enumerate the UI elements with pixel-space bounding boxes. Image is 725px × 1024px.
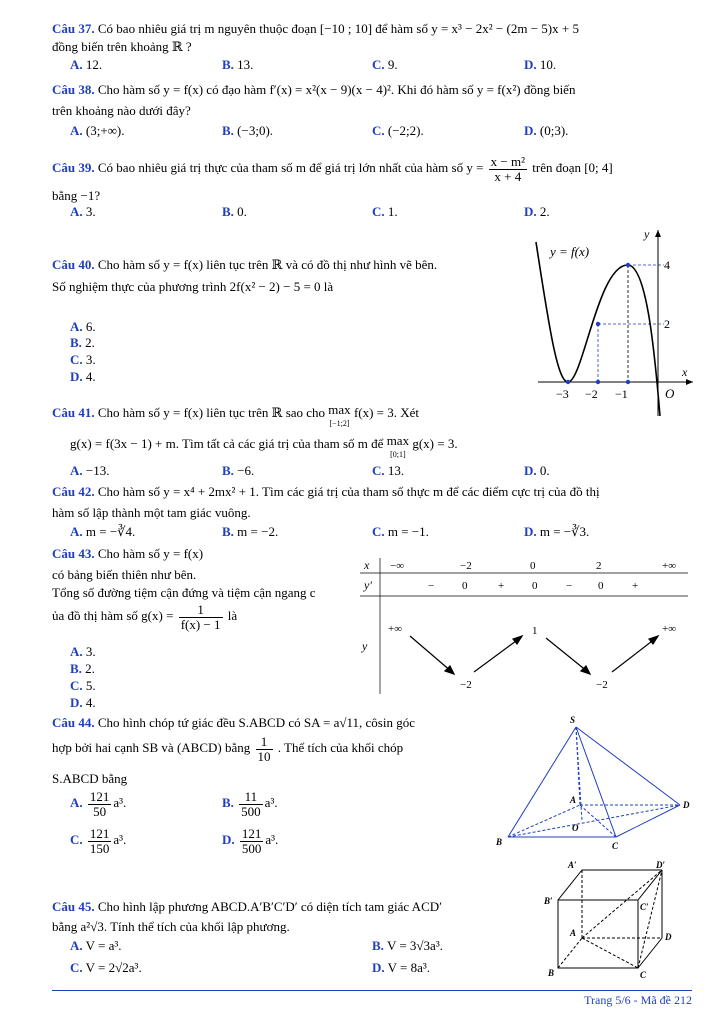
point-x-neg2 — [596, 380, 600, 384]
arrow-up — [612, 638, 656, 672]
sign: − — [428, 580, 435, 592]
option-b: B. 2. — [70, 661, 95, 676]
option-b: B. 13. — [222, 57, 254, 72]
pyramid-figure — [494, 713, 694, 853]
y-value: −2 — [460, 679, 472, 691]
option-c: C. 5. — [70, 678, 96, 693]
y-axis-arrow — [655, 230, 661, 237]
option-a: A. $\frac{121}{50}$ a³. — [70, 788, 127, 819]
option-d: D. V = 8a³. — [372, 960, 431, 975]
question-number: Câu 44. — [52, 715, 95, 730]
edge-SC — [576, 727, 616, 837]
question-number: Câu 45. — [52, 899, 95, 914]
x-value: 2 — [596, 560, 602, 572]
options-37 — [70, 57, 690, 73]
option-c: C. $\frac{121}{150}$ a³. — [70, 825, 127, 856]
option-d: D. 2. — [524, 204, 550, 219]
options-45-row2 — [70, 960, 490, 976]
arrow-down — [546, 638, 588, 672]
question-39 — [52, 152, 613, 184]
y-tick: 4 — [664, 258, 670, 272]
option-d: D. 4. — [70, 369, 96, 384]
option-c: C. (−2;2). — [372, 123, 424, 138]
svg-text:S: S — [570, 715, 576, 725]
sign: 0 — [462, 580, 468, 592]
question-37 — [52, 20, 579, 37]
sign: + — [632, 580, 639, 592]
option-a: A. −13. — [70, 463, 110, 478]
edge-CD — [616, 805, 680, 837]
svg-text:O: O — [572, 823, 579, 833]
point-max — [626, 263, 630, 267]
edge-SD — [576, 727, 680, 805]
diag-AC — [582, 938, 638, 968]
y-value: +∞ — [662, 623, 677, 635]
cube-figure — [542, 856, 682, 980]
question-41: Câu 41. Cho hàm số y = f(x) liên tục trên ℝ sao cho max [−1;2] f(x) = 3. Xét — [52, 402, 420, 428]
page-number: Trang 5/6 - Mã đề 212 — [584, 993, 692, 1007]
question-number: Câu 37. — [52, 21, 95, 36]
x-row-label: x — [364, 558, 370, 572]
options-45-row1 — [70, 938, 490, 954]
question-44: Câu 44. Cho hình chóp tứ giác đều S.ABCD có SA = a√11, côsin góc — [52, 715, 415, 730]
question-45-line2: bằng a²√3. Tính thể tích của khối lập phương. — [52, 919, 290, 934]
x-tick: −1 — [615, 387, 628, 401]
option-d: D. (0;3). — [524, 123, 569, 138]
svg-text:C: C — [612, 841, 619, 851]
page-footer — [52, 990, 692, 1007]
question-41-line2: g(x) = f(3x − 1) + m. Tìm tất cả các giá trị của tham số m để max [0;1] g(x) = 3. — [70, 433, 458, 459]
diag-ADp — [582, 870, 662, 938]
func-label: y = f(x) — [550, 244, 590, 259]
option-d: D. 4. — [70, 695, 96, 710]
question-37-line2: đồng biến trên khoảng ℝ ? — [52, 39, 192, 54]
question-40 — [52, 256, 437, 273]
y-tick: 2 — [664, 317, 670, 331]
option-b: B. 2. — [70, 335, 95, 350]
sign: − — [566, 580, 573, 592]
option-d: D. $\frac{121}{500}$ a³. — [222, 825, 279, 856]
question-38 — [52, 81, 575, 98]
edge-B-A — [558, 938, 582, 968]
svg-text:B: B — [496, 837, 503, 847]
question-44-line2: hợp bởi hai cạnh SB và (ABCD) bằng $\frac{1}{10}$ . Thể tích của khối chóp — [52, 733, 404, 764]
svg-text:D′: D′ — [656, 860, 666, 870]
sign: 0 — [598, 580, 604, 592]
svg-text:D: D — [683, 800, 690, 810]
svg-text:C′: C′ — [640, 902, 649, 912]
svg-text:B′: B′ — [544, 896, 553, 906]
options-42 — [70, 524, 690, 540]
question-38-line2: trên khoảng nào dưới đây? — [52, 103, 191, 118]
option-a: A. (3;+∞). — [70, 123, 125, 138]
x-axis-arrow — [686, 379, 693, 385]
fraction: $\frac{1}{10}$ — [257, 733, 271, 764]
function-graph — [528, 224, 696, 420]
question-text: Có bao nhiêu giá trị m nguyên thuộc đoạn [−10 ; 10] để hàm số y = x³ − 2x² − (2m − 5)x + 5 — [97, 21, 579, 36]
point-x-neg1 — [626, 380, 630, 384]
x-value: +∞ — [662, 560, 677, 572]
option-b: B. V = 3√3a³. — [372, 938, 443, 953]
option-c: C. 9. — [372, 57, 398, 72]
max-operator: max [0;1] — [386, 433, 410, 459]
option-a: A. m = −∛4. — [70, 524, 136, 539]
y-value: −2 — [596, 679, 608, 691]
point-min — [566, 380, 570, 384]
option-b: B. −6. — [222, 463, 255, 478]
question-text: Có bao nhiêu giá trị thực của tham số m để giá trị lớn nhất của hàm số y = — [97, 160, 484, 175]
question-43: Câu 43. Cho hàm số y = f(x) — [52, 546, 204, 561]
option-d: D. 10. — [524, 57, 557, 72]
options-39 — [70, 204, 690, 220]
question-number: Câu 41. — [52, 405, 95, 420]
question-number: Câu 39. — [52, 160, 95, 175]
question-39-line2: bằng −1? — [52, 188, 101, 203]
x-value: −∞ — [390, 560, 405, 572]
edge-BA — [508, 805, 580, 837]
svg-text:C: C — [640, 970, 647, 980]
sign: 0 — [532, 580, 538, 592]
question-42-line2: hàm số lập thành một tam giác vuông. — [52, 505, 251, 520]
option-c: C. V = 2√2a³. — [70, 960, 142, 975]
option-a: A. V = a³. — [70, 938, 122, 953]
option-b: B. (−3;0). — [222, 123, 274, 138]
x-axis-label: x — [682, 365, 688, 379]
question-text: Cho hàm số y = f(x) liên tục trên ℝ và có đồ thị như hình vẽ bên. — [97, 257, 438, 272]
question-43-line4: ủa đồ thị hàm số g(x) = $\frac{1}{f(x) - 1}$ là — [52, 601, 238, 632]
options-41 — [70, 463, 690, 479]
option-d: D. m = −∛3. — [524, 524, 590, 539]
options-38 — [70, 123, 690, 139]
x-tick: −3 — [556, 387, 569, 401]
option-c: C. 13. — [372, 463, 405, 478]
fraction: $\frac{1}{f(x) - 1}$ — [180, 601, 221, 632]
sign: + — [498, 580, 505, 592]
svg-text:A: A — [570, 928, 577, 938]
question-number: Câu 42. — [52, 484, 95, 499]
option-a: A. 12. — [70, 57, 103, 72]
option-a: A. 3. — [70, 204, 96, 219]
variation-table — [356, 554, 692, 696]
fraction: $\frac{\text{x − m²}}{x + 4}$ — [490, 153, 525, 184]
edge-Bp-Ap — [558, 870, 582, 900]
x-value: 0 — [530, 560, 536, 572]
option-c: C. 3. — [70, 352, 96, 367]
question-42 — [52, 483, 600, 500]
question-45: Câu 45. Cho hình lập phương ABCD.A′B′C′D′ có diện tích tam giác ACD′ — [52, 899, 442, 914]
y-axis-label: y — [644, 227, 650, 241]
arrow-down — [410, 636, 452, 672]
svg-text:A′: A′ — [568, 860, 577, 870]
option-b: B. m = −2. — [222, 524, 279, 539]
arrow-up — [474, 638, 520, 672]
option-c: C. m = −1. — [372, 524, 429, 539]
option-c: C. 1. — [372, 204, 398, 219]
question-number: Câu 43. — [52, 546, 95, 561]
point-neg2-2 — [596, 322, 600, 326]
question-number: Câu 38. — [52, 82, 95, 97]
question-40-line2: Số nghiệm thực của phương trình 2f(x² − 2) − 5 = 0 là — [52, 279, 334, 294]
option-a: A. 6. — [70, 319, 96, 334]
origin-label: O — [665, 386, 675, 401]
yp-row-label: y′ — [364, 578, 372, 592]
max-operator: max [−1;2] — [328, 402, 351, 428]
question-43-line2: có bảng biến thiên như bên. — [52, 567, 197, 582]
edge-SB — [508, 727, 576, 837]
y-row-label: y — [362, 639, 368, 653]
option-a: A. 3. — [70, 644, 96, 659]
x-value: −2 — [460, 560, 472, 572]
question-text: Cho hàm số y = x⁴ + 2mx² + 1. Tìm các giá trị của tham số thực m để các điểm cực trị của đồ thị — [97, 484, 600, 499]
svg-text:D: D — [665, 932, 672, 942]
question-43-line3: Tổng số đường tiệm cận đứng và tiệm cận ngang c — [52, 585, 316, 600]
svg-text:B: B — [548, 968, 555, 978]
question-44-line3: S.ABCD bằng — [52, 771, 128, 786]
question-text-tail: trên đoạn [0; 4] — [532, 160, 613, 175]
option-b: B. $\frac{11}{500}$ a³. — [222, 788, 278, 819]
option-b: B. 0. — [222, 204, 247, 219]
question-number: Câu 40. — [52, 257, 95, 272]
diag-BD — [508, 805, 680, 837]
y-value: +∞ — [388, 623, 403, 635]
question-text: Cho hàm số y = f(x) có đạo hàm f′(x) = x²(x − 9)(x − 4)². Khi đó hàm số y = f(x²) đồng biến — [97, 82, 576, 97]
svg-text:A: A — [570, 795, 577, 805]
y-value: 1 — [532, 625, 538, 637]
option-d: D. 0. — [524, 463, 550, 478]
x-tick: −2 — [585, 387, 598, 401]
